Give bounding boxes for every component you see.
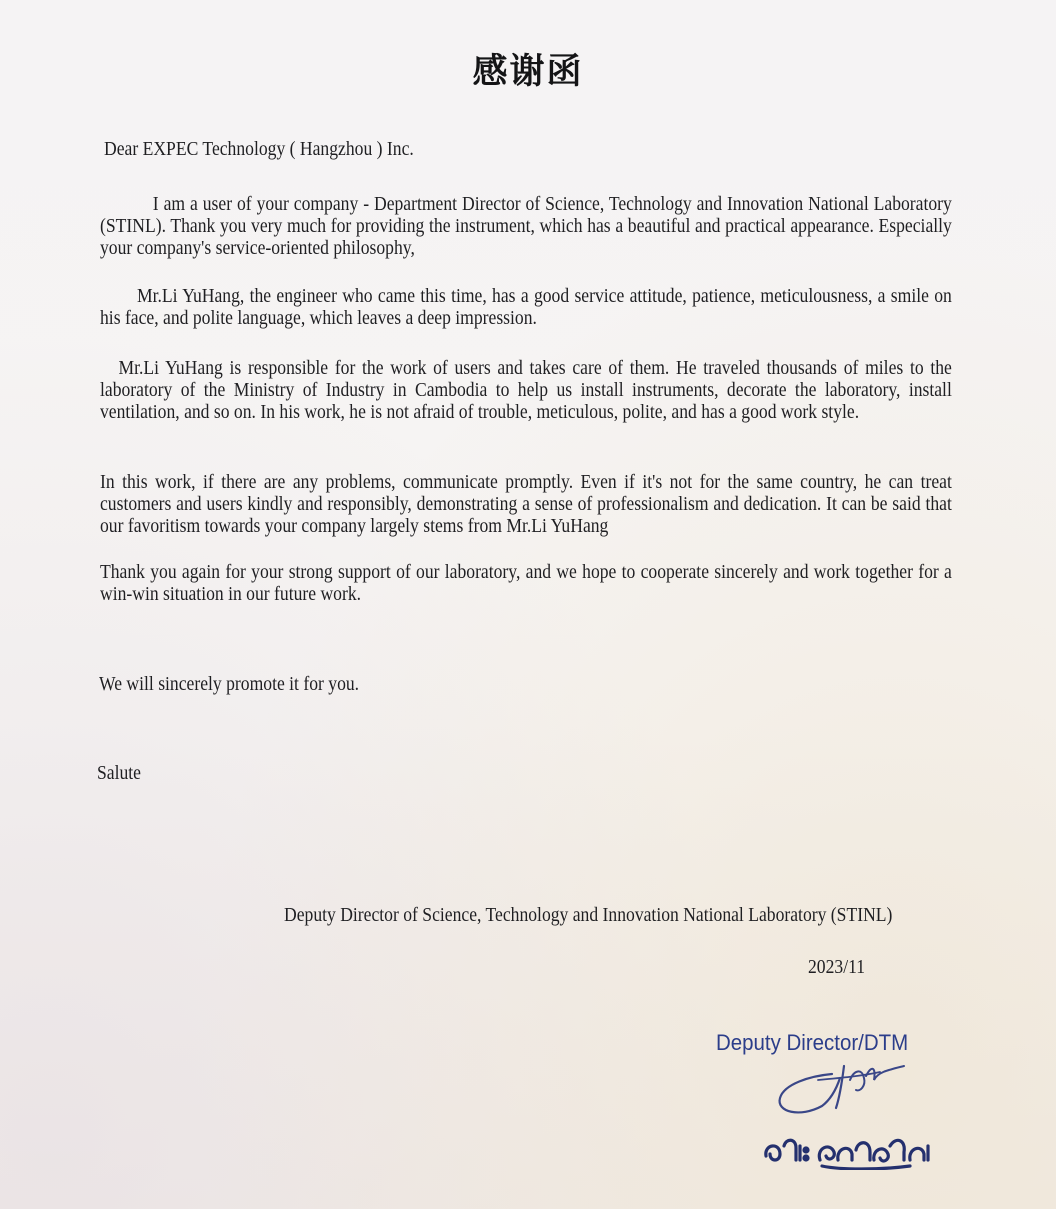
stamp-title: Deputy Director/DTM xyxy=(716,1030,909,1055)
handwritten-signature xyxy=(770,1060,940,1130)
paragraph-4: In this work, if there are any problems, communicate promptly. Even if it's not for the same country, he can treat customers and users kindly and responsibly, demonstrating a sense of professionalism and dedication. It can be said that our favoritism towards your company largely stems from Mr.Li YuHang xyxy=(100,471,952,537)
paragraph-3: Mr.Li YuHang is responsible for the work of users and takes care of them. He traveled thousands of miles to the laboratory of the Ministry of Industry in Cambodia to help us install instruments, decorate the laboratory, install ventilation, and so on. In his work, he is not afraid of trouble, meticulous, polite, and has a good work style. xyxy=(100,357,952,423)
paragraph-5: Thank you again for your strong support of our laboratory, and we hope to cooperate sincerely and work together for a win-win situation in our future work. xyxy=(100,561,952,605)
salutation: Dear EXPEC Technology ( Hangzhou ) Inc. xyxy=(104,138,414,160)
signer-title: Deputy Director of Science, Technology and Innovation National Laboratory (STINL) xyxy=(284,904,893,926)
closing-salute: Salute xyxy=(97,762,141,784)
khmer-name-script xyxy=(760,1126,940,1170)
letter-title: 感谢函 xyxy=(472,52,584,92)
letter-date: 2023/11 xyxy=(808,956,866,978)
promote-line: We will sincerely promote it for you. xyxy=(99,673,360,695)
paragraph-2: Mr.Li YuHang, the engineer who came this time, has a good service attitude, patience, meticulousness, a smile on his face, and polite language, which leaves a deep impression. xyxy=(100,285,952,329)
paragraph-1: I am a user of your company - Department Director of Science, Technology and Innovation National Laboratory (STINL). Thank you very much for providing the instrument, which has a beautiful and practical appearance. Especially your company's service-oriented philosophy, xyxy=(100,193,952,259)
